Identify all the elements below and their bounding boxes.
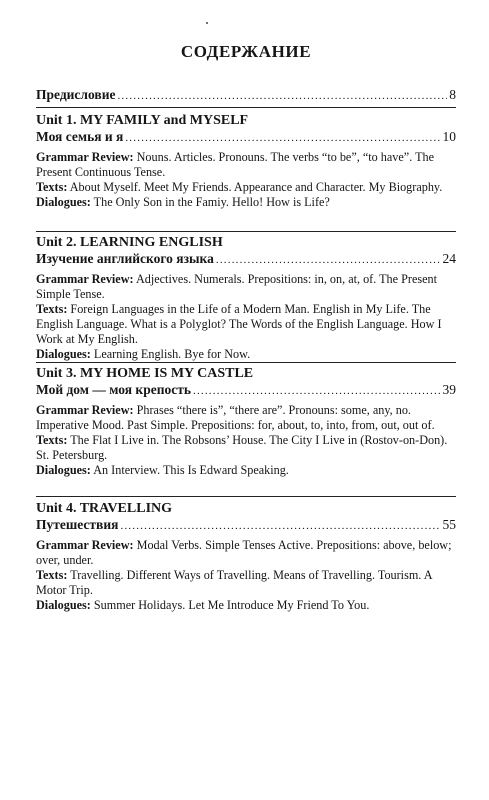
- dot-leader: [193, 383, 441, 399]
- texts-entry: [36, 433, 456, 463]
- dialogues-text: Summer Holidays. Let Me Introduce My Friend To You.: [93, 598, 370, 612]
- unit-title-ru-line: [36, 129, 456, 146]
- grammar-review-entry: [36, 272, 456, 302]
- grammar-review-text: Adjectives. Numerals. Prepositions: in, on, at, of. The Present Simple Tense.: [36, 272, 437, 301]
- texts-label: Texts:: [36, 180, 68, 194]
- unit-entries: [36, 538, 456, 613]
- grammar-review-label: Grammar Review:: [36, 150, 134, 164]
- unit-block-3: [36, 365, 456, 478]
- grammar-review-text: Phrases “there is”, “there are”. Pronouns: some, any, no. Imperative Mood. Past Simple. Prepositions: for, about, to, into, from, out, out of.: [36, 403, 435, 432]
- unit-block-1: [36, 112, 456, 210]
- unit-entries: [36, 272, 456, 362]
- grammar-review-entry: [36, 150, 456, 180]
- divider-rule: [36, 362, 456, 363]
- toc-entry-preface: [36, 87, 456, 104]
- dialogues-label: Dialogues:: [36, 463, 91, 477]
- dot-leader: [216, 252, 441, 268]
- dot-leader: [125, 130, 440, 146]
- divider-rule: [36, 107, 456, 108]
- texts-entry: [36, 568, 456, 598]
- grammar-review-label: Grammar Review:: [36, 403, 134, 417]
- unit-title-ru: Путешествия: [36, 517, 119, 532]
- dialogues-entry: [36, 195, 456, 210]
- dialogues-text: Learning English. Bye for Now.: [93, 347, 251, 361]
- unit-title-ru: Изучение английского языка: [36, 251, 214, 266]
- texts-text: The Flat I Live in. The Robsons’ House. The City I Live in (Rostov-on-Don). St. Petersburg.: [36, 433, 448, 462]
- unit-page-number: 24: [442, 251, 456, 266]
- dialogues-text: The Only Son in the Famiy. Hello! How is Life?: [93, 195, 330, 209]
- dialogues-label: Dialogues:: [36, 347, 91, 361]
- unit-title: Unit 4. TRAVELLING: [36, 501, 173, 516]
- unit-entries: [36, 150, 456, 210]
- dot-leader: [120, 518, 440, 534]
- grammar-review-label: Grammar Review:: [36, 272, 134, 286]
- unit-title: Unit 3. MY HOME IS MY CASTLE: [36, 366, 254, 381]
- grammar-review-label: Grammar Review:: [36, 538, 134, 552]
- texts-text: Foreign Languages in the Life of a Modern Man. English in My Life. The English Language. What is a Polyglot? The Words of the English Language. How I Work at My English.: [36, 302, 442, 346]
- dialogues-text: An Interview. This Is Edward Speaking.: [93, 463, 289, 477]
- unit-title-ru-line: [36, 251, 456, 268]
- unit-block-2: [36, 234, 456, 362]
- unit-block-4: [36, 500, 456, 613]
- grammar-review-entry: [36, 403, 456, 433]
- texts-entry: [36, 302, 456, 347]
- print-speck: [206, 22, 208, 24]
- unit-title-ru: Моя семья и я: [36, 129, 124, 144]
- unit-page-number: 39: [442, 382, 456, 397]
- preface-label: Предисловие: [36, 87, 116, 102]
- unit-title-ru-line: [36, 517, 456, 534]
- dialogues-entry: [36, 347, 456, 362]
- unit-title-ru: Мой дом — моя крепость: [36, 382, 191, 397]
- grammar-review-text: Modal Verbs. Simple Tenses Active. Prepositions: above, below; over, under.: [36, 538, 452, 567]
- divider-rule: [36, 496, 456, 497]
- texts-entry: [36, 180, 456, 195]
- dialogues-entry: [36, 598, 456, 613]
- grammar-review-text: Nouns. Articles. Pronouns. The verbs “to be”, “to have”. The Present Continuous Tense.: [36, 150, 435, 179]
- texts-label: Texts:: [36, 568, 68, 582]
- dialogues-entry: [36, 463, 456, 478]
- texts-text: About Myself. Meet My Friends. Appearance and Character. My Biography.: [69, 180, 443, 194]
- preface-page-number: 8: [449, 87, 456, 102]
- dot-leader: [117, 88, 447, 104]
- page-title: СОДЕРЖАНИЕ: [180, 42, 312, 61]
- unit-title: Unit 1. MY FAMILY and MYSELF: [36, 113, 249, 128]
- unit-entries: [36, 403, 456, 478]
- unit-page-number: 10: [442, 129, 456, 144]
- dialogues-label: Dialogues:: [36, 195, 91, 209]
- texts-text: Travelling. Different Ways of Travelling. Means of Travelling. Tourism. A Motor Trip.: [36, 568, 432, 597]
- texts-label: Texts:: [36, 433, 68, 447]
- grammar-review-entry: [36, 538, 456, 568]
- unit-title: Unit 2. LEARNING ENGLISH: [36, 235, 223, 250]
- unit-page-number: 55: [442, 517, 456, 532]
- texts-label: Texts:: [36, 302, 68, 316]
- divider-rule: [36, 231, 456, 232]
- unit-title-ru-line: [36, 382, 456, 399]
- dialogues-label: Dialogues:: [36, 598, 91, 612]
